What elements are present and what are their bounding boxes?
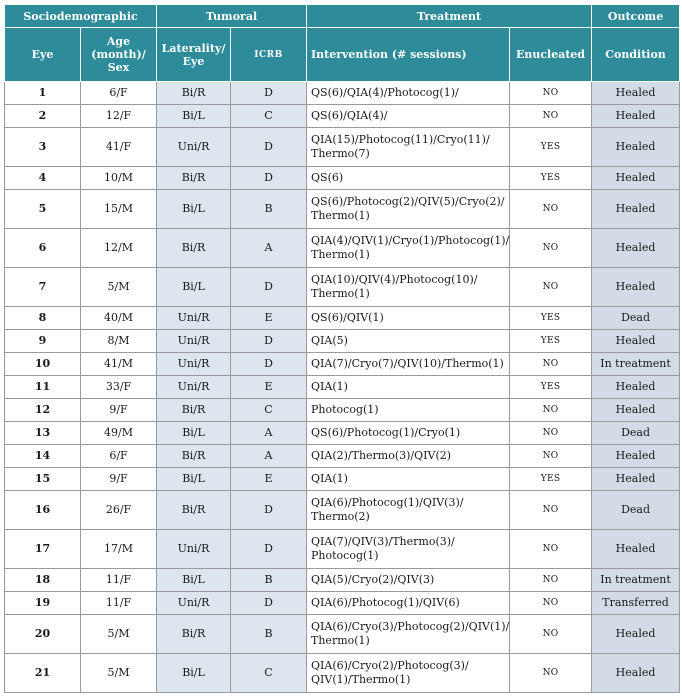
cell-laterality: Uni/R [157, 376, 231, 399]
cell-condition: Healed [592, 654, 680, 693]
cell-intervention: QIA(5)/Cryo(2)/QIV(3) [307, 569, 510, 592]
cell-enucleated: YES [510, 468, 592, 491]
cell-enucleated: NO [510, 268, 592, 307]
table-body [5, 82, 680, 693]
cell-intervention: QIA(7)/QIV(3)/Thermo(3)/ Photocog(1) [307, 530, 510, 569]
cell-laterality: Bi/L [157, 422, 231, 445]
table-row [5, 491, 680, 530]
cell-icrb: D [231, 167, 307, 190]
group-tumoral: Tumoral [157, 5, 307, 28]
cell-icrb: E [231, 307, 307, 330]
cell-icrb: D [231, 128, 307, 167]
cell-intervention: QIA(15)/Photocog(11)/Cryo(11)/ Thermo(7) [307, 128, 510, 167]
cell-icrb: A [231, 445, 307, 468]
cell-enucleated: NO [510, 353, 592, 376]
col-laterality: Laterality/ Eye [157, 28, 231, 82]
cell-laterality: Bi/L [157, 268, 231, 307]
cell-condition: Healed [592, 229, 680, 268]
cell-eye: 21 [5, 654, 81, 693]
cell-icrb: D [231, 530, 307, 569]
cell-condition: Healed [592, 82, 680, 105]
cell-condition: Healed [592, 615, 680, 654]
cell-enucleated: NO [510, 592, 592, 615]
cell-enucleated: NO [510, 569, 592, 592]
cell-eye: 7 [5, 268, 81, 307]
cell-icrb: D [231, 82, 307, 105]
cell-eye: 16 [5, 491, 81, 530]
table-row [5, 445, 680, 468]
cell-intervention: QS(6)/QIV(1) [307, 307, 510, 330]
cell-enucleated: NO [510, 530, 592, 569]
table-row [5, 376, 680, 399]
cell-intervention: QIA(1) [307, 468, 510, 491]
table-row [5, 530, 680, 569]
cell-laterality: Bi/R [157, 167, 231, 190]
col-condition: Condition [592, 28, 680, 82]
cell-age-sex: 12/M [81, 229, 157, 268]
cell-condition: Healed [592, 105, 680, 128]
cell-enucleated: NO [510, 445, 592, 468]
cell-enucleated: NO [510, 399, 592, 422]
cell-icrb: D [231, 491, 307, 530]
cell-enucleated: YES [510, 376, 592, 399]
cell-condition: Dead [592, 307, 680, 330]
table-row [5, 330, 680, 353]
cell-condition: Healed [592, 330, 680, 353]
cell-laterality: Uni/R [157, 128, 231, 167]
cell-age-sex: 11/F [81, 569, 157, 592]
column-header-row [5, 28, 680, 82]
cell-eye: 10 [5, 353, 81, 376]
cell-laterality: Bi/R [157, 229, 231, 268]
col-icrb: ICRB [231, 28, 307, 82]
cell-condition: Healed [592, 268, 680, 307]
cell-intervention: QIA(2)/Thermo(3)/QIV(2) [307, 445, 510, 468]
cell-intervention: QS(6)/Photocog(1)/Cryo(1) [307, 422, 510, 445]
table-row [5, 569, 680, 592]
cell-enucleated: YES [510, 330, 592, 353]
cell-eye: 9 [5, 330, 81, 353]
table-row [5, 592, 680, 615]
cell-age-sex: 41/F [81, 128, 157, 167]
cell-intervention: QS(6)/QIA(4)/ [307, 105, 510, 128]
table-row [5, 422, 680, 445]
cell-condition: Dead [592, 491, 680, 530]
cell-age-sex: 10/M [81, 167, 157, 190]
cell-eye: 14 [5, 445, 81, 468]
cell-eye: 11 [5, 376, 81, 399]
cell-icrb: B [231, 190, 307, 229]
cell-enucleated: NO [510, 229, 592, 268]
cell-intervention: QIA(7)/Cryo(7)/QIV(10)/Thermo(1) [307, 353, 510, 376]
patient-table [4, 4, 680, 693]
cell-enucleated: NO [510, 491, 592, 530]
cell-laterality: Bi/L [157, 105, 231, 128]
group-header-row [5, 5, 680, 28]
table-row [5, 268, 680, 307]
cell-intervention: QS(6)/QIA(4)/Photocog(1)/ [307, 82, 510, 105]
cell-icrb: D [231, 268, 307, 307]
cell-icrb: A [231, 229, 307, 268]
cell-eye: 12 [5, 399, 81, 422]
cell-age-sex: 6/F [81, 445, 157, 468]
cell-age-sex: 6/F [81, 82, 157, 105]
cell-laterality: Uni/R [157, 307, 231, 330]
cell-laterality: Bi/R [157, 82, 231, 105]
col-eye: Eye [5, 28, 81, 82]
cell-intervention: QIA(6)/Photocog(1)/QIV(6) [307, 592, 510, 615]
cell-laterality: Uni/R [157, 592, 231, 615]
cell-laterality: Uni/R [157, 530, 231, 569]
cell-enucleated: YES [510, 128, 592, 167]
cell-laterality: Bi/R [157, 399, 231, 422]
cell-enucleated: NO [510, 82, 592, 105]
cell-laterality: Uni/R [157, 330, 231, 353]
cell-condition: In treatment [592, 353, 680, 376]
cell-icrb: D [231, 353, 307, 376]
cell-intervention: QS(6) [307, 167, 510, 190]
cell-intervention: QIA(6)/Cryo(3)/Photocog(2)/QIV(1)/ Thermo(1) [307, 615, 510, 654]
cell-age-sex: 12/F [81, 105, 157, 128]
cell-condition: Healed [592, 128, 680, 167]
cell-condition: Healed [592, 376, 680, 399]
cell-condition: Dead [592, 422, 680, 445]
group-treatment: Treatment [307, 5, 592, 28]
cell-age-sex: 17/M [81, 530, 157, 569]
cell-age-sex: 26/F [81, 491, 157, 530]
cell-condition: Healed [592, 445, 680, 468]
cell-eye: 2 [5, 105, 81, 128]
cell-laterality: Bi/L [157, 569, 231, 592]
cell-eye: 18 [5, 569, 81, 592]
cell-intervention: QIA(6)/Photocog(1)/QIV(3)/ Thermo(2) [307, 491, 510, 530]
cell-laterality: Bi/L [157, 190, 231, 229]
cell-age-sex: 8/M [81, 330, 157, 353]
cell-eye: 3 [5, 128, 81, 167]
cell-laterality: Uni/R [157, 353, 231, 376]
cell-enucleated: YES [510, 307, 592, 330]
cell-icrb: D [231, 592, 307, 615]
cell-eye: 20 [5, 615, 81, 654]
group-outcome: Outcome [592, 5, 680, 28]
col-intervention: Intervention (# sessions) [307, 28, 510, 82]
cell-condition: Healed [592, 530, 680, 569]
cell-age-sex: 9/F [81, 468, 157, 491]
cell-laterality: Bi/L [157, 654, 231, 693]
cell-eye: 6 [5, 229, 81, 268]
cell-enucleated: YES [510, 167, 592, 190]
group-sociodemographic: Sociodemographic [5, 5, 157, 28]
cell-condition: In treatment [592, 569, 680, 592]
cell-enucleated: NO [510, 422, 592, 445]
table-row [5, 190, 680, 229]
table-row [5, 468, 680, 491]
cell-condition: Healed [592, 468, 680, 491]
cell-eye: 17 [5, 530, 81, 569]
cell-intervention: QIA(10)/QIV(4)/Photocog(10)/ Thermo(1) [307, 268, 510, 307]
table-row [5, 229, 680, 268]
cell-enucleated: NO [510, 105, 592, 128]
cell-eye: 1 [5, 82, 81, 105]
cell-eye: 13 [5, 422, 81, 445]
table-row [5, 615, 680, 654]
cell-icrb: E [231, 376, 307, 399]
cell-icrb: C [231, 654, 307, 693]
cell-enucleated: NO [510, 615, 592, 654]
cell-age-sex: 5/M [81, 654, 157, 693]
cell-icrb: B [231, 615, 307, 654]
cell-laterality: Bi/R [157, 445, 231, 468]
table-row [5, 128, 680, 167]
cell-laterality: Bi/R [157, 615, 231, 654]
cell-intervention: Photocog(1) [307, 399, 510, 422]
cell-eye: 8 [5, 307, 81, 330]
cell-icrb: A [231, 422, 307, 445]
col-age-sex: Age (month)/ Sex [81, 28, 157, 82]
cell-enucleated: NO [510, 654, 592, 693]
cell-icrb: C [231, 399, 307, 422]
cell-eye: 4 [5, 167, 81, 190]
cell-eye: 15 [5, 468, 81, 491]
cell-intervention: QIA(1) [307, 376, 510, 399]
table-row [5, 82, 680, 105]
cell-age-sex: 41/M [81, 353, 157, 376]
cell-age-sex: 33/F [81, 376, 157, 399]
cell-icrb: E [231, 468, 307, 491]
table-row [5, 654, 680, 693]
cell-intervention: QIA(5) [307, 330, 510, 353]
cell-age-sex: 5/M [81, 268, 157, 307]
cell-intervention: QS(6)/Photocog(2)/QIV(5)/Cryo(2)/ Thermo(1) [307, 190, 510, 229]
table-row [5, 307, 680, 330]
cell-condition: Healed [592, 167, 680, 190]
table-row [5, 399, 680, 422]
cell-condition: Transferred [592, 592, 680, 615]
table-row [5, 105, 680, 128]
cell-intervention: QIA(6)/Cryo(2)/Photocog(3)/ QIV(1)/Thermo(1) [307, 654, 510, 693]
cell-age-sex: 9/F [81, 399, 157, 422]
cell-age-sex: 11/F [81, 592, 157, 615]
cell-icrb: D [231, 330, 307, 353]
cell-age-sex: 15/M [81, 190, 157, 229]
cell-eye: 19 [5, 592, 81, 615]
cell-age-sex: 40/M [81, 307, 157, 330]
cell-condition: Healed [592, 190, 680, 229]
cell-laterality: Bi/L [157, 468, 231, 491]
cell-icrb: C [231, 105, 307, 128]
col-enucleated: Enucleated [510, 28, 592, 82]
cell-laterality: Bi/R [157, 491, 231, 530]
cell-age-sex: 49/M [81, 422, 157, 445]
table-row [5, 167, 680, 190]
cell-intervention: QIA(4)/QIV(1)/Cryo(1)/Photocog(1)/ Thermo(1) [307, 229, 510, 268]
cell-enucleated: NO [510, 190, 592, 229]
cell-icrb: B [231, 569, 307, 592]
table-row [5, 353, 680, 376]
cell-condition: Healed [592, 399, 680, 422]
cell-age-sex: 5/M [81, 615, 157, 654]
cell-eye: 5 [5, 190, 81, 229]
